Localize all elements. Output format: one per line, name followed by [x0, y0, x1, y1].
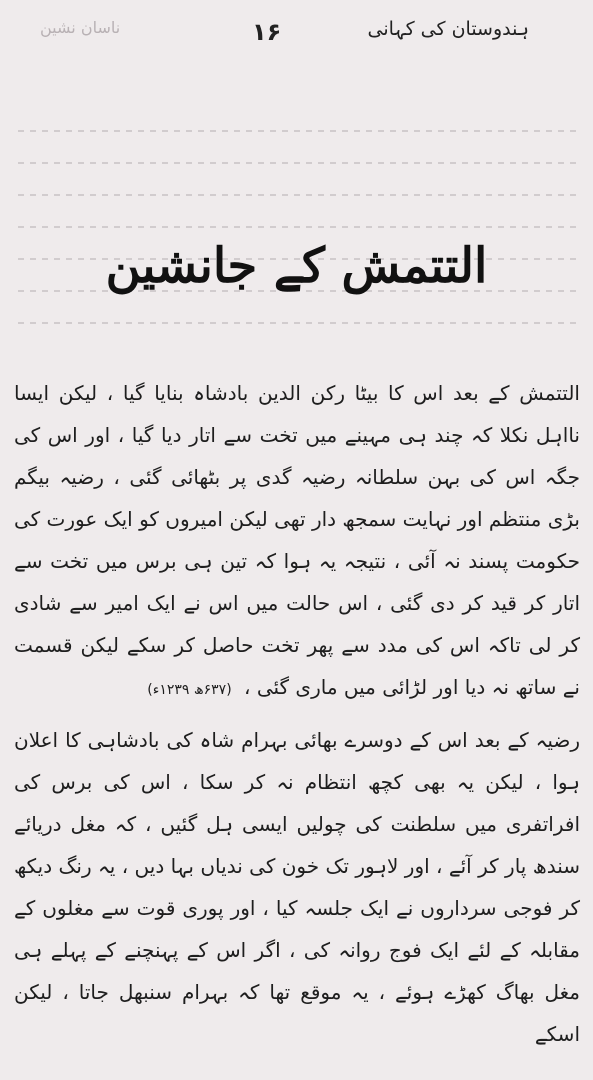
dateline: (۶۳۷ھ ۱۲۳۹ء): [147, 682, 232, 698]
paragraph-text: رضیہ کے بعد اس کے دوسرے بھائی بہرام شاہ کی بادشاہی کا اعلان ہوا ، لیکن یہ بھی کچھ انتظام نہ کر سکا ، اس کی برس کی افراتفری میں سلطنت کی چولیں ایسی ہل گئیں ، کہ مغل دریائے سندھ پار کر آئے ، اور لاہور تک خون کی ندیاں بہا دیں ، یہ رنگ دیکھ کر فوجی سرداروں نے ایک جلسہ کیا ، اور پوری قوت سے مغلوں کے مقابلہ کے لئے ایک فوج روانہ کی ، اگر اس کے پہنچنے کے پہلے ہی مغل بھاگ کھڑے ہوئے ، یہ موقع تھا کہ بہرام سنبھل جاتا ، لیکن اسکے: [14, 728, 580, 1046]
paragraph: [14, 372, 580, 711]
chapter-title: التتمش کے جانشین: [105, 238, 488, 294]
paragraph: [14, 719, 580, 1055]
bleed-through-text: [18, 100, 578, 330]
page-number: ۱۶: [252, 18, 282, 46]
running-title: ہندوستان کی کہانی: [367, 18, 529, 40]
paragraph-text: التتمش کے بعد اس کا بیٹا رکن الدین بادشاہ بنایا گیا ، لیکن ایسا نااہل نکلا کہ چند ہی مہینے میں تخت سے اتار دیا گیا ، اور اس کی جگہ اس کی بہن سلطانہ رضیہ گدی پر بٹھائی گئی ، رضیہ بیگم بڑی منتظم اور نہایت سمجھ دار تھی لیکن امیروں کو ایک عورت کی حکومت پسند نہ آئی ، نتیجہ یہ ہوا کہ تین ہی برس میں تخت سے اتار کر قید کر دی گئی ، اس حالت میں اس نے ایک امیر سے شادی کر لی تاکہ اس کی مدد سے پھر تخت حاصل کر سکے لیکن قسمت نے ساتھ نہ دیا اور لڑائی میں ماری گئی ،: [14, 381, 580, 699]
body-text: [14, 372, 580, 1055]
faint-header-text: ناسان نشین: [40, 18, 121, 37]
